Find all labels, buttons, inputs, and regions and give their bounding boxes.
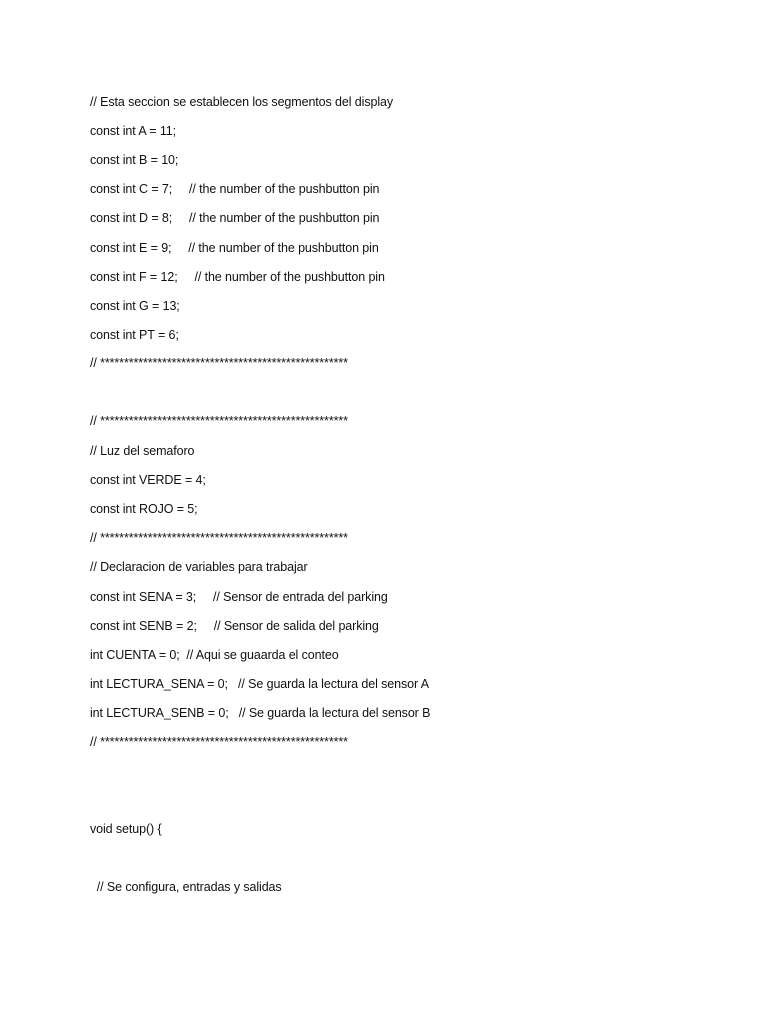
code-line-setup: void setup() {: [90, 822, 162, 836]
code-line-1: // Esta seccion se establecen los segmentos del display: [90, 95, 394, 109]
code-line-16: // Declaracion de variables para trabajar: [90, 560, 308, 574]
code-line-comment: // Se configura, entradas y salidas: [90, 880, 282, 894]
code-line-19: int CUENTA = 0; // Aqui se guaarda el conteo: [90, 648, 339, 662]
code-line-8: const int G = 13;: [90, 299, 180, 313]
code-line-20: int LECTURA_SENA = 0; // Se guarda la lectura del sensor A: [90, 677, 429, 691]
code-line-2: const int A = 11;: [90, 124, 176, 138]
code-line-4: const int C = 7; // the number of the pushbutton pin: [90, 182, 380, 196]
code-line-3: const int B = 10;: [90, 153, 179, 167]
code-line-13: const int VERDE = 4;: [90, 473, 206, 487]
separator-line-4: // ****************************************************: [90, 735, 348, 749]
code-line-21: int LECTURA_SENB = 0; // Se guarda la lectura del sensor B: [90, 706, 431, 720]
code-line-14: const int ROJO = 5;: [90, 502, 198, 516]
code-line-6: const int E = 9; // the number of the pushbutton pin: [90, 241, 379, 255]
code-line-7: const int F = 12; // the number of the pushbutton pin: [90, 270, 385, 284]
separator-line-1: // ****************************************************: [90, 356, 348, 370]
code-line-17: const int SENA = 3; // Sensor de entrada del parking: [90, 590, 388, 604]
code-line-5: const int D = 8; // the number of the pushbutton pin: [90, 211, 380, 225]
separator-line-2: // ****************************************************: [90, 414, 348, 428]
code-line-9: const int PT = 6;: [90, 328, 179, 342]
code-line-12: // Luz del semaforo: [90, 444, 195, 458]
separator-line-3: // ****************************************************: [90, 531, 348, 545]
code-line-18: const int SENB = 2; // Sensor de salida del parking: [90, 619, 379, 633]
